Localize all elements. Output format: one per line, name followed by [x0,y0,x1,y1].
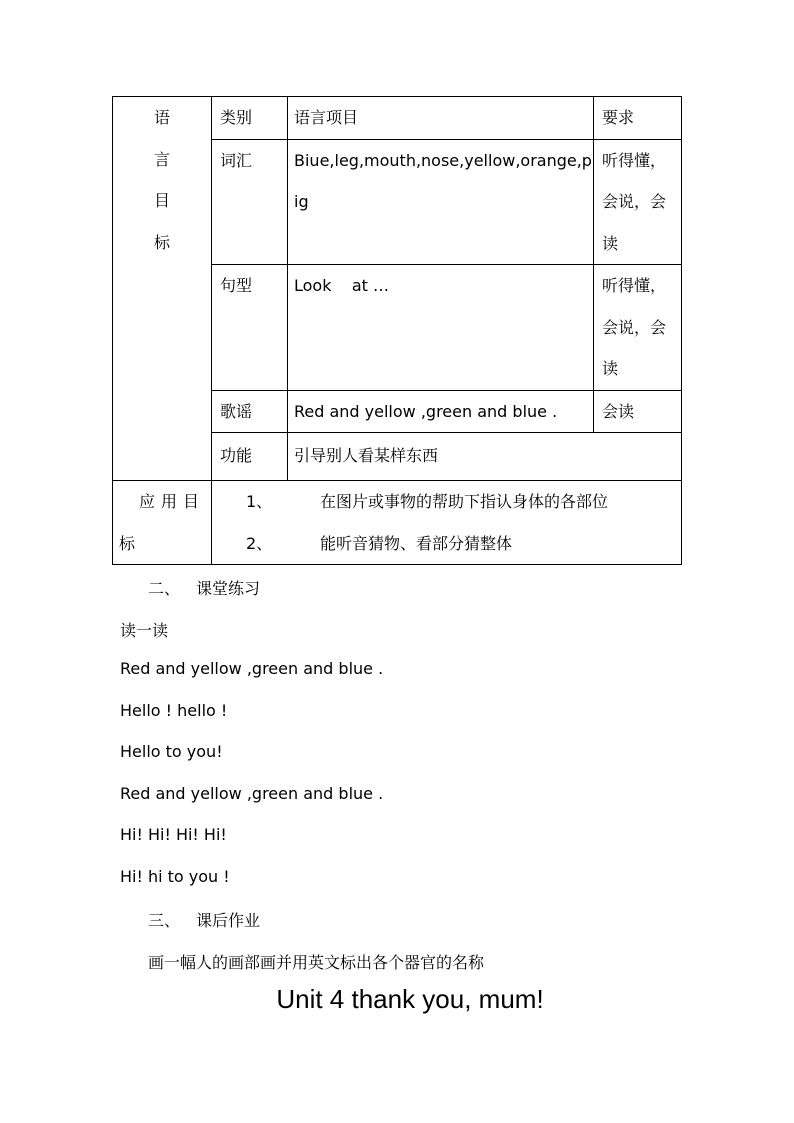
section-title: 课后作业 [196,911,261,930]
header-requirement: 要求 [594,97,682,140]
list-item [212,523,681,565]
header-item: 语言项目 [288,97,594,140]
list-item-text: 能听音猜物、看部分猜整体 [320,533,513,553]
chant-line: Hi! Hi! Hi! Hi! [120,825,227,844]
chant-line: Red and yellow ,green and blue . [120,659,384,678]
read-heading: 读一读 [120,621,169,640]
row-requirement: 听得懂，会说，会读 [594,265,682,391]
list-item-text: 在图片或事物的帮助下指认身体的各部位 [320,492,609,511]
section-title: 课堂练习 [196,579,261,598]
side-label-char: 语 [153,108,170,127]
section-heading [148,908,260,931]
side-label-char: 标 [153,232,170,252]
section-number: 三、 [148,911,181,930]
application-label-line: 应用目 [139,492,206,511]
row-category: 句型 [212,265,288,391]
unit-title: Unit 4 thank you, mum! [276,984,544,1014]
application-goals-list [212,481,682,565]
application-goals-label [113,481,212,565]
chant-line: Hello to you! [120,742,223,761]
row-item: Biue,leg,mouth,nose,yellow,orange,pig [288,139,594,265]
language-goals-table [112,96,682,565]
homework-text: 画一幅人的画部画并用英文标出各个器官的名称 [148,953,485,972]
language-goals-label [113,97,212,481]
application-goals-row [113,481,682,565]
table-header-row [113,97,682,140]
list-item [212,481,681,523]
list-item-number: 2、 [246,533,273,553]
row-category: 功能 [212,433,288,481]
header-category: 类别 [212,97,288,140]
chant-line: Hello ! hello ! [120,701,228,720]
row-category: 歌谣 [212,390,288,433]
row-item: Red and yellow ,green and blue . [288,390,594,433]
row-item: Look at … [288,265,594,391]
side-label-char: 言 [153,149,170,169]
side-label-char: 目 [153,191,170,210]
section-heading [148,576,260,599]
row-requirement: 会读 [594,390,682,433]
list-item-number: 1、 [246,492,273,511]
row-category: 词汇 [212,139,288,265]
row-requirement: 听得懂，会说，会读 [594,139,682,265]
application-label-line: 标 [119,533,136,553]
row-item: 引导别人看某样东西 [288,433,682,481]
chant-line: Red and yellow ,green and blue . [120,784,384,803]
chant-line: Hi! hi to you ! [120,867,230,886]
section-number: 二、 [148,579,181,598]
